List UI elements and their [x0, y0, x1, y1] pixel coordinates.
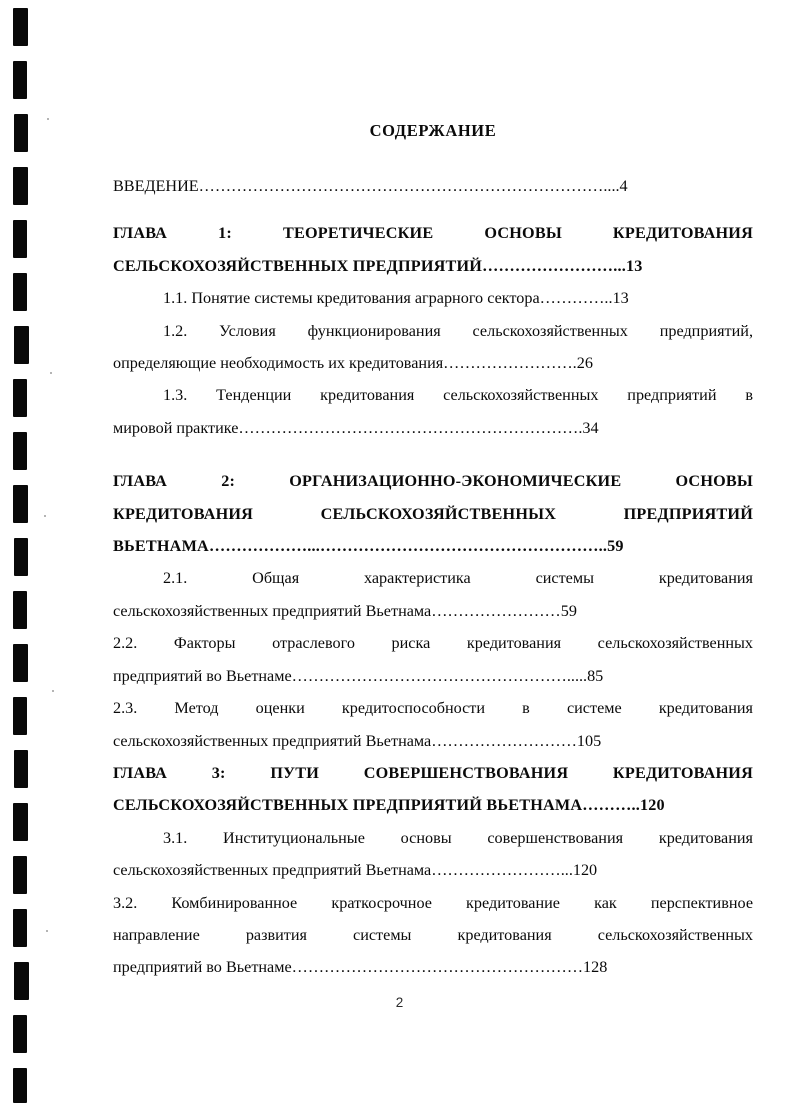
binding-mark	[13, 432, 27, 470]
toc-entry-section-3-2[interactable]	[113, 887, 753, 984]
toc-entry-line: КРЕДИТОВАНИЯ СЕЛЬСКОХОЗЯЙСТВЕННЫХ ПРЕДПРИЯТИЙ	[113, 504, 753, 523]
binding-mark	[13, 8, 28, 46]
toc-entry-line: ГЛАВА 3: ПУТИ СОВЕРШЕНСТВОВАНИЯ КРЕДИТОВАНИЯ	[113, 763, 753, 782]
toc-entry-chapter-2[interactable]	[113, 465, 753, 562]
binding-mark	[13, 1068, 27, 1103]
toc-entry-line: 2.3. Метод оценки кредитоспособности в системе кредитования	[113, 699, 753, 718]
toc-entry-line: 1.2. Условия функционирования сельскохозяйственных предприятий,	[163, 321, 753, 340]
spacer	[113, 142, 753, 170]
toc-entry-line: ВЬЕТНАМА………………...……………………………………………..59	[113, 537, 624, 556]
toc-entry-introduction[interactable]	[113, 170, 753, 202]
binding-mark	[14, 750, 28, 788]
binding-mark	[13, 1015, 27, 1053]
binding-mark	[13, 485, 28, 523]
binding-mark	[14, 538, 28, 576]
binding-mark	[13, 273, 27, 311]
toc-entry-line: 3.1. Институциональные основы совершенствования кредитования	[163, 828, 753, 847]
toc-entry-section-1-3[interactable]	[113, 379, 753, 444]
toc-entry-line: ВВЕДЕНИЕ…………………………………………………………………....4	[113, 177, 628, 195]
scan-speckle	[46, 930, 48, 932]
binding-mark	[13, 220, 27, 258]
toc-entry-line: предприятий во Вьетнаме…………………………………………….....85	[113, 666, 604, 685]
scanner-binding-marks	[0, 0, 60, 1105]
binding-mark	[14, 114, 28, 152]
spacer	[113, 202, 753, 217]
toc-entry-line: 1.1. Понятие системы кредитования аграрного сектора…………..13	[163, 289, 629, 308]
binding-mark	[14, 962, 29, 1000]
binding-mark	[13, 856, 27, 894]
toc-entry-line: СЕЛЬСКОХОЗЯЙСТВЕННЫХ ПРЕДПРИЯТИЙ……………………...13	[113, 256, 643, 275]
toc-entry-chapter-3[interactable]	[113, 757, 753, 822]
binding-mark	[13, 379, 27, 417]
toc-entry-line: СЕЛЬСКОХОЗЯЙСТВЕННЫХ ПРЕДПРИЯТИЙ ВЬЕТНАМА………..120	[113, 796, 665, 815]
binding-mark	[13, 61, 27, 99]
table-of-contents	[113, 0, 753, 984]
toc-entry-section-1-1[interactable]	[113, 282, 753, 314]
toc-entry-line: предприятий во Вьетнаме………………………………………………128	[113, 958, 608, 977]
toc-entry-section-3-1[interactable]	[113, 822, 753, 887]
toc-entry-line: сельскохозяйственных предприятий Вьетнама……………………59	[113, 601, 577, 620]
toc-entry-section-2-1[interactable]	[113, 562, 753, 627]
toc-entry-section-2-3[interactable]	[113, 692, 753, 757]
spacer	[113, 444, 753, 465]
binding-mark	[13, 803, 28, 841]
toc-entry-line: 2.2. Факторы отраслевого риска кредитования сельскохозяйственных	[113, 634, 753, 653]
toc-entry-line: 2.1. Общая характеристика системы кредитования	[163, 569, 753, 588]
scan-speckle	[50, 372, 52, 374]
binding-mark	[13, 909, 27, 947]
toc-entry-section-2-2[interactable]	[113, 627, 753, 692]
page-number: 2	[395, 995, 404, 1010]
binding-mark	[13, 644, 28, 682]
binding-mark	[13, 167, 28, 205]
scan-speckle	[44, 515, 46, 517]
toc-entry-line: сельскохозяйственных предприятий Вьетнама………………………105	[113, 731, 602, 750]
toc-entry-line: 1.3. Тенденции кредитования сельскохозяйственных предприятий в	[163, 386, 753, 405]
page-title: СОДЕРЖАНИЕ	[369, 121, 497, 140]
toc-entry-line: 3.2. Комбинированное краткосрочное кредитование как перспективное	[113, 893, 753, 912]
binding-mark	[14, 326, 29, 364]
binding-mark	[13, 697, 27, 735]
toc-entry-line: определяющие необходимость их кредитования…………………….26	[113, 354, 593, 373]
toc-entry-section-1-2[interactable]	[113, 315, 753, 380]
toc-entry-line: ГЛАВА 1: ТЕОРЕТИЧЕСКИЕ ОСНОВЫ КРЕДИТОВАНИЯ	[113, 224, 753, 243]
toc-entry-line: мировой практике……………………………………………………….34	[113, 418, 599, 437]
toc-entry-line: направление развития системы кредитования сельскохозяйственных	[113, 925, 753, 944]
scan-speckle	[52, 690, 54, 692]
scan-speckle	[47, 118, 49, 120]
toc-entry-line: сельскохозяйственных предприятий Вьетнама……………………...120	[113, 861, 598, 880]
binding-mark	[13, 591, 27, 629]
toc-entry-chapter-1[interactable]	[113, 217, 753, 282]
toc-entry-line: ГЛАВА 2: ОРГАНИЗАЦИОННО-ЭКОНОМИЧЕСКИЕ ОСНОВЫ	[113, 472, 753, 491]
